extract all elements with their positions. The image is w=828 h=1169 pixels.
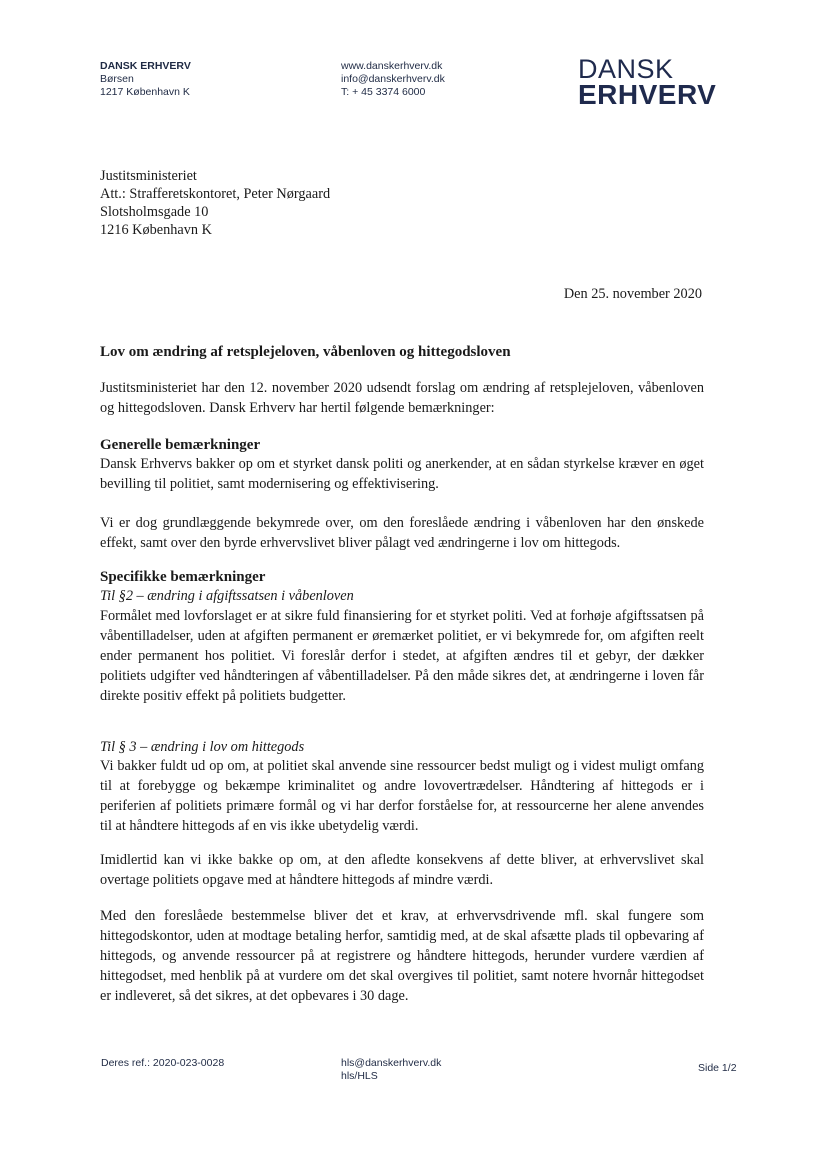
sender-phone: T: + 45 3374 6000 [341,86,426,98]
sender-address-line2: 1217 København K [100,86,190,98]
footer-initials: hls/HLS [341,1070,378,1082]
sender-address [100,60,191,99]
specific-paragraph-3: Imidlertid kan vi ikke bakke op om, at den afledte konsekvens af dette bliver, at erhvervslivet skal overtage politiets opgave med at håndtere hittegods af mindre værdi. [100,852,704,888]
logo-line1: DANSK [578,54,674,84]
sender-email: info@danskerhverv.dk [341,73,445,85]
recipient-line1: Justitsministeriet [100,168,197,184]
recipient-line3: Slotsholmsgade 10 [100,204,209,220]
general-paragraph-1: Dansk Erhvervs bakker op om et styrket dansk politi og anerkender, at en sådan styrkelse kræver en øget bevilling til politiet, samt modernisering og effektivisering. [100,456,704,492]
general-heading: Generelle bemærkninger [100,437,261,453]
letter-title: Lov om ændring af retsplejeloven, våbenloven og hittegodsloven [100,344,511,360]
dansk-erhverv-logo [578,56,716,108]
specific-subheading-2: Til § 3 – ændring i lov om hittegods [100,739,305,755]
recipient-address [100,167,330,239]
intro-paragraph: Justitsministeriet har den 12. november 2020 udsendt forslag om ændring af retsplejeloven, våbenloven og hittegodsloven. Dansk Erhverv har hertil følgende bemærkninger: [100,380,704,416]
recipient-line2: Att.: Strafferetskontoret, Peter Nørgaard [100,186,331,202]
general-paragraph-2: Vi er dog grundlæggende bekymrede over, om den foreslåede ændring i våbenloven har den ønskede effekt, samt over den byrde erhvervslivet bliver pålagt ved ændringerne i lov om hittegods. [100,515,704,551]
logo-line2: ERHVERV [578,79,717,110]
footer-contact [341,1057,441,1083]
specific-subheading-1: Til §2 – ændring i afgiftssatsen i våbenloven [100,588,354,604]
specific-paragraph-4: Med den foreslåede bestemmelse bliver det et krav, at erhvervsdrivende mfl. skal fungere som hittegodskontor, uden at modtage betaling herfor, samtidig med, at de skal afsætte plads til opbevaring af hittegods, og anvende ressourcer på at registrere og håndtere hittegods, herunder vurdere værdien af hittegodset, med henblik på at vurdere om det skal overgives til politiet, samt notere hvornår hittegodset er indleveret, så det sikres, at det opbevares i 30 dage. [100,908,704,1004]
sender-website: www.danskerhverv.dk [341,60,443,72]
recipient-line4: 1216 København K [100,222,212,238]
letter-date: Den 25. november 2020 [563,286,702,302]
specific-paragraph-2: Vi bakker fuldt ud op om, at politiet skal anvende sine ressourcer bedst muligt og i videst muligt omfang til at forebygge og bekæmpe kriminalitet og andre lovovertrædelser. Håndtering af hittegods er i periferien af politiets primære formål og vi har derfor forståelse for, at ressourcerne her alene anvendes til at håndtere hittegods af en vis ikke ubetydelig værdi. [100,758,704,834]
sender-org-name: DANSK ERHVERV [100,60,191,72]
page-number [698,1062,737,1075]
footer-reference [101,1057,224,1070]
footer-ref: Deres ref.: 2020-023-0028 [101,1057,225,1069]
sender-address-line1: Børsen [100,73,134,85]
specific-paragraph-1: Formålet med lovforslaget er at sikre fuld finansiering for et styrket politi. Ved at forhøje afgiftssatsen på våbentilladelser, uden at afgiften permanent er øremærket politiet, er vi bekymrede for, om afgiften reelt ender permanent hos politiet. Vi foreslår derfor i stedet, at afgiften ændres til et gebyr, der dækker politiets udgifter ved håndteringen af våbentilladelser. På den måde sikres det, at ændringerne i loven får direkte positiv effekt på politiets budgetter. [100,608,704,704]
sender-contact [341,60,445,99]
page-number-label: Side 1/2 [698,1062,737,1074]
footer-email: hls@danskerhverv.dk [341,1057,442,1069]
specific-heading: Specifikke bemærkninger [100,569,266,585]
